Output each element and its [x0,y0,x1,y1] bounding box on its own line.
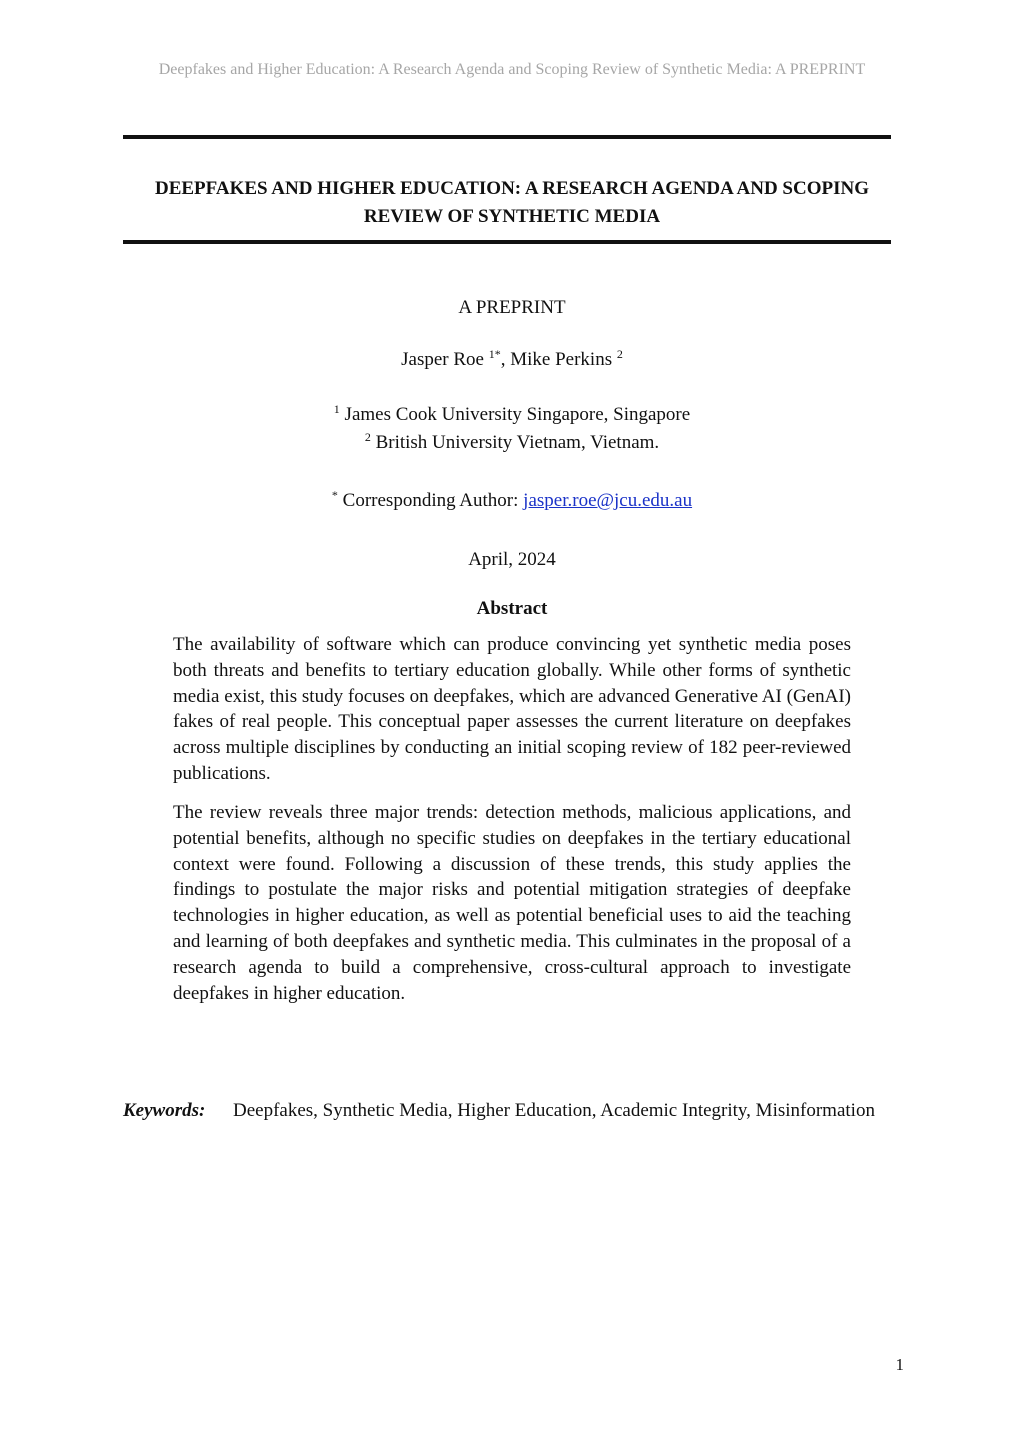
affiliation-1-text: James Cook University Singapore, Singapore [344,404,691,425]
corresponding-label: Corresponding Author: [342,490,519,511]
abstract-heading: Abstract [476,598,548,619]
paper-title-line-1: DEEPFAKES AND HIGHER EDUCATION: A RESEARCH AGENDA AND SCOPING [154,178,869,199]
author-2-name: Mike Perkins [510,349,613,370]
corresponding-mark: * [331,488,338,502]
keywords-section [123,1098,899,1124]
author-1-marks: 1* [488,347,501,361]
keywords-list: Deepfakes, Synthetic Media, Higher Education, Academic Integrity, Misinformation [233,1100,875,1121]
author-line [0,349,1024,371]
corresponding-author [0,490,1024,512]
affiliation-2 [0,432,1024,454]
abstract-paragraph-1: The availability of software which can produce convincing yet synthetic media poses both threats and benefits to tertiary education globally. While other forms of synthetic media exist, this study focuses on deepfakes, which are advanced Generative AI (GenAI) fakes of real people. This conceptual paper assesses the current literature on deepfakes across multiple disciplines by conducting an initial scoping review of 182 peer-reviewed publications. [173,634,851,784]
author-2-marks: 2 [616,347,623,361]
abstract-paragraph-2: The review reveals three major trends: detection methods, malicious applications, and potential benefits, although no specific studies on deepfakes in the tertiary educational context were found. Following a discussion of these trends, this study applies the findings to postulate the major risks and potential mitigation strategies of deepfake technologies in higher education, as well as potential beneficial uses to aid the teaching and learning of both deepfakes and synthetic media. This culminates in the proposal of a research agenda to build a comprehensive, cross-cultural approach to investigate deepfakes in higher education. [173,802,851,1004]
affiliation-1 [0,404,1024,426]
keywords-label: Keywords: [123,1100,206,1121]
title-rule-top [123,135,891,139]
affiliation-2-text: British University Vietnam, Vietnam. [375,432,660,453]
page-number: 1 [895,1355,904,1374]
title-rule-bottom [123,240,891,244]
paper-title-line-2: REVIEW OF SYNTHETIC MEDIA [363,206,661,227]
preprint-label: A PREPRINT [458,297,566,318]
affiliation-2-mark: 2 [364,430,371,444]
publication-date: April, 2024 [468,549,556,570]
author-separator: , [500,349,506,370]
corresponding-email-link[interactable]: jasper.roe@jcu.edu.au [523,490,693,511]
running-header: Deepfakes and Higher Education: A Research Agenda and Scoping Review of Synthetic Media: A PREPRINT [158,61,866,78]
affiliation-1-mark: 1 [333,402,340,416]
author-1-name: Jasper Roe [401,349,484,370]
paper-title [100,175,924,231]
